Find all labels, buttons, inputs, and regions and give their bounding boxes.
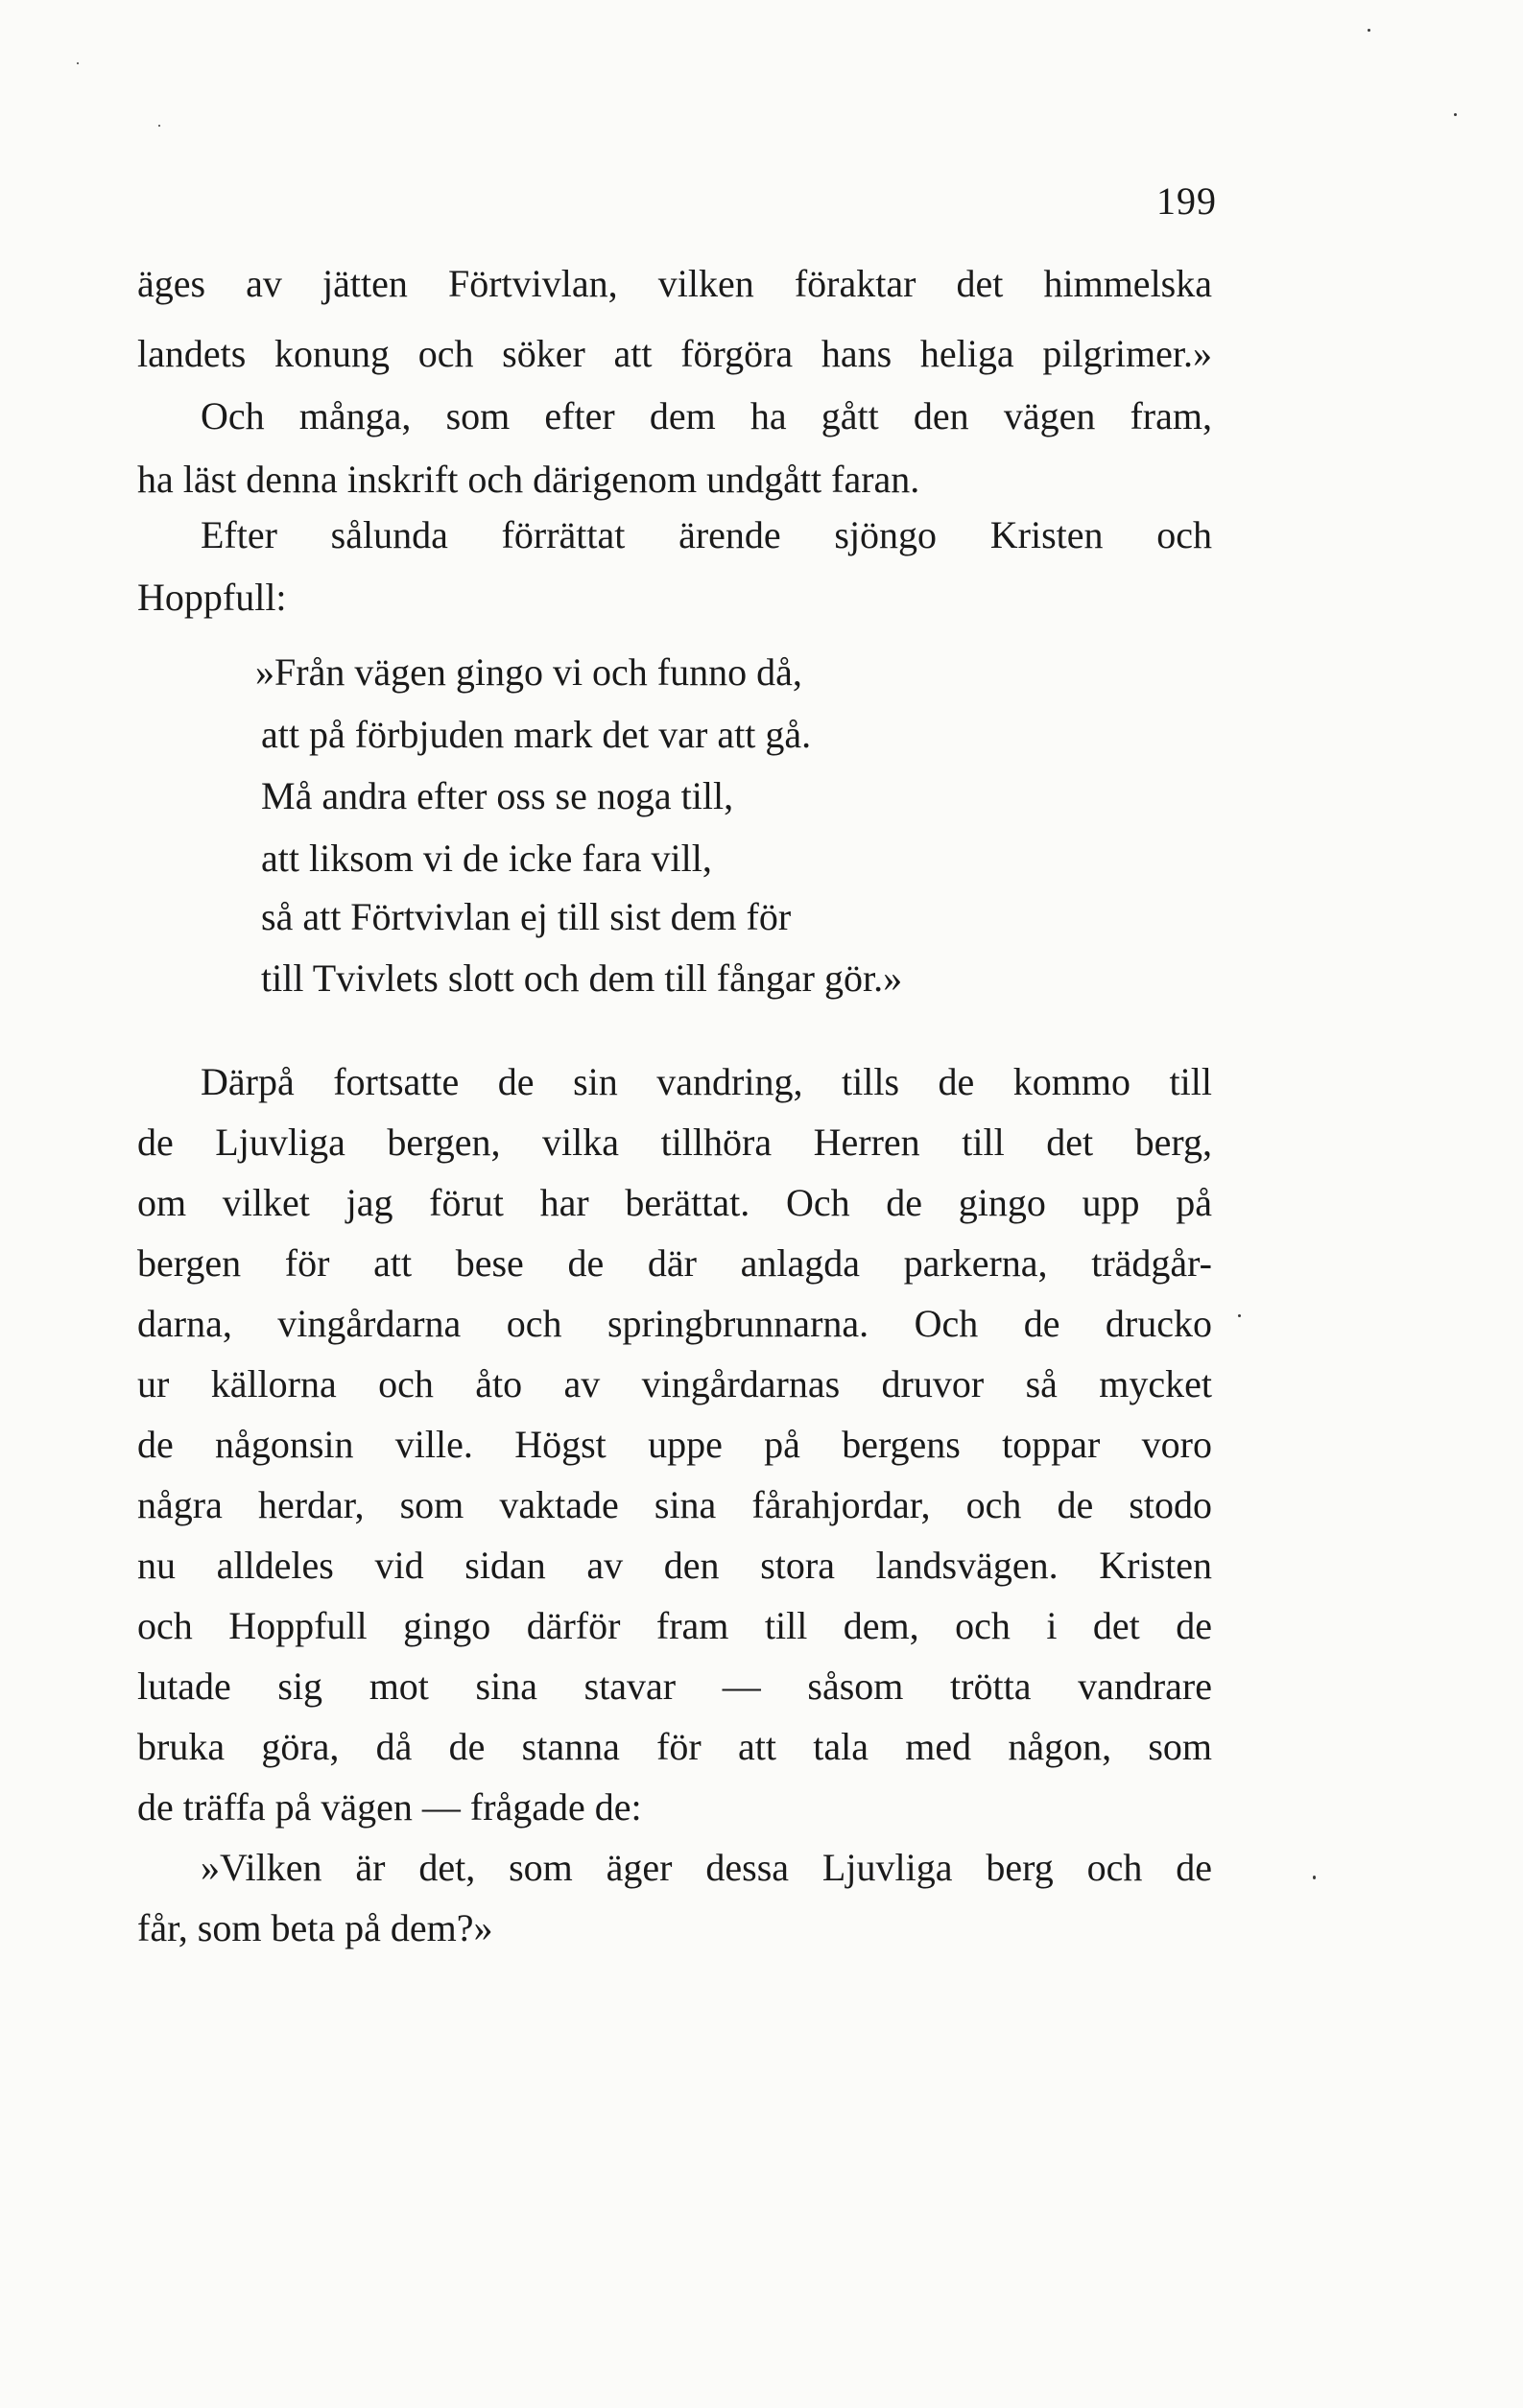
text-line: darna, vingårdarna och springbrunnarna. Och de drucko [137, 1302, 1212, 1345]
verse-line: »Från vägen gingo vi och funno då, [255, 650, 802, 694]
text-line: de träffa på vägen — frågade de: [137, 1785, 642, 1829]
text-line: Därpå fortsatte de sin vandring, tills de kommo till [201, 1060, 1212, 1103]
text-line: får, som beta på dem?» [137, 1906, 493, 1949]
text-line: ha läst denna inskrift och därigenom undgått faran. [137, 458, 920, 501]
text-line: Och många, som efter dem ha gått den vägen fram, [201, 394, 1212, 437]
text-line: om vilket jag förut har berättat. Och de gingo upp på [137, 1181, 1212, 1224]
verse-line: att liksom vi de icke fara vill, [261, 837, 712, 880]
verse-line: så att Förtvivlan ej till sist dem för [261, 895, 792, 938]
text-line: och Hoppfull gingo därför fram till dem, och i det de [137, 1604, 1212, 1647]
verse-line: till Tvivlets slott och dem till fångar gör.» [261, 956, 903, 1000]
scan-speck [158, 125, 160, 127]
scan-speck [1368, 29, 1370, 32]
text-line: de Ljuvliga bergen, vilka tillhöra Herren till det berg, [137, 1121, 1212, 1164]
scan-speck [1454, 113, 1457, 116]
scan-speck [77, 62, 79, 64]
text-line: Efter sålunda förrättat ärende sjöngo Kristen och [201, 513, 1212, 556]
text-line: bruka göra, då de stanna för att tala med någon, som [137, 1725, 1212, 1768]
verse-line: att på förbjuden mark det var att gå. [261, 713, 812, 756]
text-line: några herdar, som vaktade sina fårahjordar, och de stodo [137, 1483, 1212, 1526]
text-line: ur källorna och åto av vingårdarnas druvor så mycket [137, 1362, 1212, 1405]
text-line: landets konung och söker att förgöra hans heliga pilgrimer.» [137, 332, 1212, 375]
text-line: de någonsin ville. Högst uppe på bergens toppar voro [137, 1423, 1212, 1466]
verse-line: Må andra efter oss se noga till, [261, 774, 734, 817]
scan-speck [1313, 1876, 1316, 1879]
text-line: Hoppfull: [137, 576, 287, 619]
text-line: bergen för att bese de där anlagda parkerna, trädgår- [137, 1241, 1212, 1285]
scan-speck [1238, 1314, 1241, 1317]
text-line: »Vilken är det, som äger dessa Ljuvliga berg och de [201, 1846, 1212, 1889]
text-line: äges av jätten Förtvivlan, vilken föraktar det himmelska [137, 262, 1212, 305]
page-number: 199 [1156, 179, 1217, 223]
text-line: lutade sig mot sina stavar — såsom trötta vandrare [137, 1664, 1212, 1708]
text-line: nu alldeles vid sidan av den stora landsvägen. Kristen [137, 1544, 1212, 1587]
